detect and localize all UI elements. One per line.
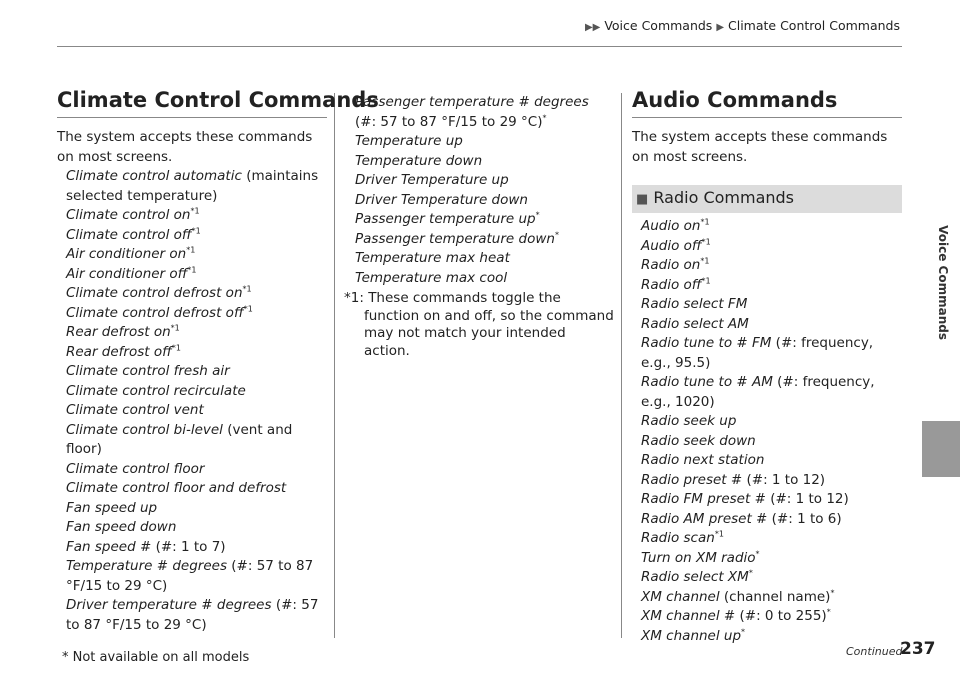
command-text: Passenger temperature up [355, 211, 536, 227]
command-text: Temperature # degrees [66, 558, 227, 574]
side-tab-label: Voice Commands [936, 225, 950, 340]
column-divider [334, 93, 335, 638]
command-note: (vent and floor) [66, 421, 293, 457]
command-text: Climate control automatic [66, 168, 242, 184]
footnote-ref: * [830, 588, 835, 597]
list-item [66, 206, 327, 226]
command-text: XM channel [641, 608, 720, 624]
command-text: XM channel up [641, 627, 742, 644]
footnote [344, 290, 614, 360]
list-item [355, 230, 614, 250]
command-text: Fan speed [66, 538, 136, 555]
footnote-ref: * [554, 230, 559, 239]
command-text: Radio select AM [641, 315, 749, 332]
list-item [641, 315, 902, 335]
audio-title: Audio Commands [632, 88, 902, 118]
list-item [66, 479, 327, 499]
command-text: Radio seek up [641, 413, 737, 429]
side-tab [922, 0, 960, 678]
footnote-ref: *1 [170, 323, 180, 333]
square-bullet-icon: ■ [636, 192, 649, 207]
list-item [66, 538, 327, 558]
footnote-ref: *1 [187, 265, 197, 274]
list-item [66, 323, 327, 343]
command-text: Air conditioner off [66, 265, 188, 282]
command-text: Audio on [641, 218, 701, 234]
list-item [355, 249, 614, 269]
list-item [355, 210, 614, 230]
command-text: Climate control bi-level [66, 421, 223, 438]
footnote-ref: *1 [700, 217, 710, 227]
list-item [355, 132, 614, 152]
footnote-text: These commands toggle the function on and off, so the command may not match your intended action. [364, 290, 614, 359]
command-text: Temperature max cool [355, 269, 508, 286]
climate-section-continued [344, 93, 614, 360]
command-text: Radio preset [641, 471, 727, 488]
climate-command-list-2 [344, 93, 614, 288]
list-item [641, 490, 902, 510]
command-text: Climate control recirculate [66, 382, 246, 399]
list-item [641, 276, 902, 296]
climate-section [57, 88, 379, 635]
command-text: Temperature down [355, 152, 483, 169]
command-text: Radio tune to # AM [641, 374, 773, 390]
command-note: (#: 57 to 87 °F/15 to 29 °C) [355, 113, 543, 130]
list-item [66, 226, 327, 246]
command-text: Passenger temperature down [355, 230, 555, 247]
command-note: (#: 57 to 87 °F/15 to 29 °C) [66, 558, 314, 594]
list-item [641, 295, 902, 315]
list-item [66, 421, 327, 460]
list-item [641, 432, 902, 452]
command-text: XM channel [641, 588, 720, 605]
command-text: Audio off [641, 237, 702, 254]
footnote-ref: *1 [700, 256, 710, 266]
list-item [641, 568, 902, 588]
list-item [641, 529, 902, 549]
breadcrumb-arrow-icon: ▶ [716, 22, 725, 33]
list-item [355, 93, 614, 132]
command-note: (#: 57 to 87 °F/15 to 29 °C) [66, 597, 319, 633]
command-note: # (#: 1 to 6) [751, 510, 842, 527]
list-item [641, 588, 902, 608]
command-text: Radio select FM [641, 296, 748, 312]
command-text: Radio AM preset [641, 510, 752, 527]
command-text: Temperature up [355, 133, 463, 149]
command-text: Climate control defrost on [66, 285, 243, 301]
audio-section [632, 88, 902, 646]
breadcrumb-part-1: Voice Commands [604, 18, 713, 33]
command-text: Fan speed down [66, 519, 177, 535]
footnote-ref: *1 [186, 245, 196, 255]
list-item [641, 217, 902, 237]
radio-subhead [632, 185, 902, 213]
command-text: Radio seek down [641, 432, 756, 449]
breadcrumb-part-2: Climate Control Commands [728, 18, 900, 33]
list-item [641, 471, 902, 491]
list-item [66, 596, 327, 635]
command-text: Radio off [641, 276, 702, 293]
list-item [66, 460, 327, 480]
command-text: Climate control floor and defrost [66, 480, 287, 496]
command-text: Turn on XM radio [641, 549, 756, 566]
footnote-ref: * [755, 549, 760, 558]
command-text: Driver Temperature down [355, 191, 528, 208]
list-item [355, 171, 614, 191]
command-text: Rear defrost on [66, 324, 171, 340]
list-item [66, 167, 327, 206]
command-text: Passenger temperature # degrees [355, 94, 589, 110]
command-text: Climate control on [66, 207, 191, 223]
breadcrumb [585, 18, 900, 33]
command-note: (channel name) [719, 588, 831, 605]
command-text: Climate control defrost off [66, 304, 244, 321]
list-item [641, 627, 902, 647]
list-item [641, 373, 902, 412]
command-text: Rear defrost off [66, 343, 172, 360]
command-text: Climate control off [66, 226, 192, 243]
command-text: Radio on [641, 257, 701, 273]
command-note: # (#: 0 to 255) [719, 608, 827, 624]
command-text: Air conditioner on [66, 246, 187, 262]
list-item [355, 152, 614, 172]
list-item [641, 412, 902, 432]
list-item [641, 549, 902, 569]
list-item [66, 304, 327, 324]
list-item [66, 401, 327, 421]
column-divider [621, 93, 622, 638]
footnote-ref: * [748, 568, 753, 578]
list-item [66, 557, 327, 596]
footnote-ref: *1 [191, 226, 201, 235]
list-item [355, 269, 614, 289]
side-tab-marker [922, 421, 960, 477]
footnote-ref: *1 [701, 237, 711, 246]
list-item [66, 284, 327, 304]
list-item [641, 451, 902, 471]
command-text: Radio FM preset [641, 491, 751, 507]
footnote-ref: * [542, 113, 547, 122]
breadcrumb-arrow-icon: ▶▶ [584, 22, 601, 33]
command-text: Climate control fresh air [66, 363, 230, 379]
command-text: Radio scan [641, 530, 715, 546]
command-text: Driver temperature # degrees [66, 597, 272, 613]
command-note: (#: frequency, e.g., 1020) [641, 374, 875, 410]
list-item [355, 191, 614, 211]
list-item [641, 510, 902, 530]
footnote-ref: * [535, 210, 540, 220]
command-text: Radio select XM [641, 569, 749, 585]
header-rule [57, 46, 902, 47]
command-note: # (#: 1 to 12) [726, 471, 826, 488]
climate-intro: The system accepts these commands on most screens. [57, 129, 313, 165]
command-note: (#: frequency, e.g., 95.5) [641, 335, 874, 371]
radio-subhead-label: Radio Commands [653, 188, 795, 207]
list-item [66, 382, 327, 402]
list-item [641, 607, 902, 627]
list-item [641, 256, 902, 276]
footnote-ref: *1 [242, 284, 252, 294]
radio-command-list [632, 217, 902, 646]
climate-command-list [57, 167, 327, 635]
footnote-ref: *1 [701, 276, 711, 285]
command-text: Radio next station [641, 452, 765, 468]
command-note: # (#: 1 to 7) [135, 538, 226, 555]
footnote-ref: * [741, 627, 746, 636]
audio-intro: The system accepts these commands on most screens. [632, 129, 888, 165]
list-item [66, 245, 327, 265]
list-item [641, 334, 902, 373]
list-item [66, 499, 327, 519]
climate-title: Climate Control Commands [57, 88, 327, 118]
command-note: (maintains selected temperature) [66, 168, 319, 204]
list-item [66, 518, 327, 538]
command-text: Driver Temperature up [355, 172, 509, 188]
page-number: 237 [900, 639, 936, 659]
list-item [66, 343, 327, 363]
command-note: # (#: 1 to 12) [750, 491, 849, 507]
footnote-ref: *1 [243, 304, 253, 313]
footnote-ref: *1 [190, 206, 200, 216]
list-item [66, 265, 327, 285]
footnote-ref: *1 [714, 529, 724, 539]
continued-label: Continued [846, 645, 903, 658]
list-item [641, 237, 902, 257]
command-text: Temperature max heat [355, 250, 510, 266]
footnote-ref: *1 [171, 343, 181, 352]
command-text: Radio tune to # FM [641, 335, 772, 351]
footnote-marker: *1: [344, 290, 364, 306]
command-text: Climate control vent [66, 402, 204, 418]
command-text: Climate control floor [66, 460, 205, 477]
footnote-ref: * [826, 607, 831, 617]
command-text: Fan speed up [66, 499, 158, 516]
list-item [66, 362, 327, 382]
availability-note: * Not available on all models [62, 650, 250, 665]
